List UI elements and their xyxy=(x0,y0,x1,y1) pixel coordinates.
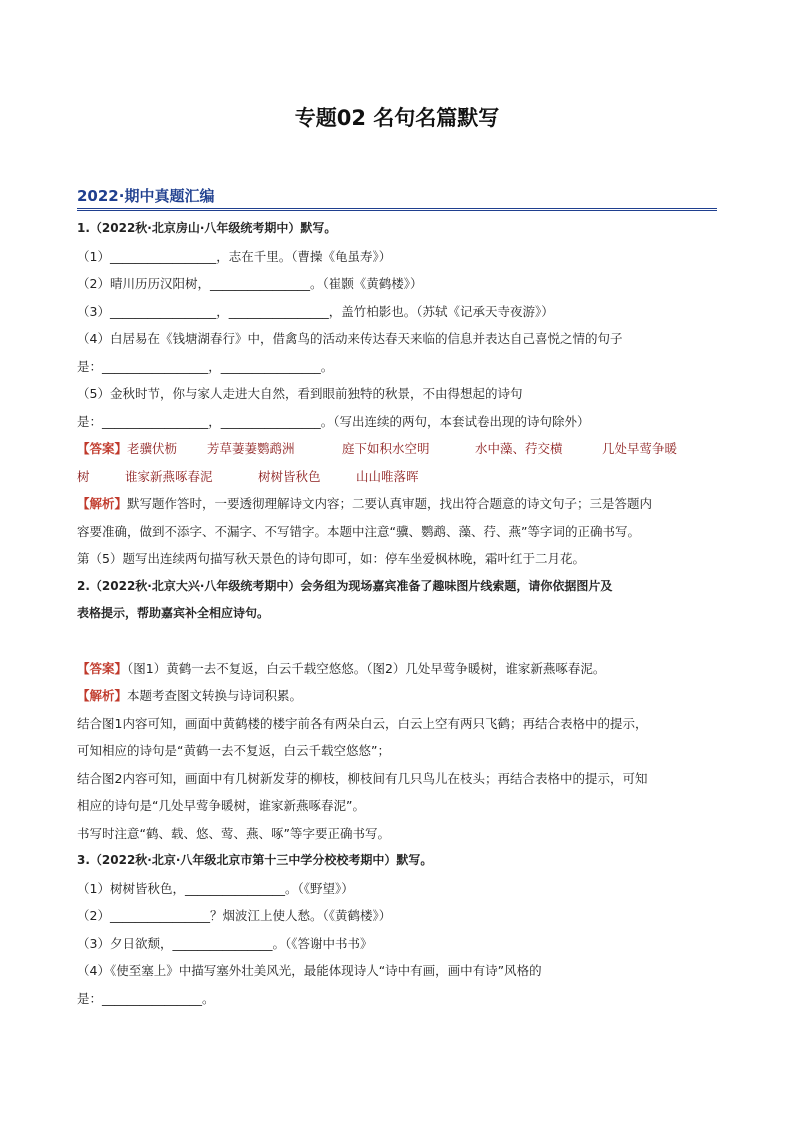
question-1-analysis xyxy=(77,490,719,518)
analysis-text: 可知相应的诗句是“黄鹤一去不复返，白云千载空悠悠”； xyxy=(77,743,390,758)
answer-text: （图1）黄鹤一去不复返，白云千载空悠悠。（图2）几处早莺争暖树，谁家新燕啄春泥。 xyxy=(127,660,606,676)
question-1-item: 是：_________________，________________。 xyxy=(77,358,334,374)
section-header: 2022·期中真题汇编 xyxy=(77,185,717,211)
answer-item: 老骥伏枥 xyxy=(127,441,178,456)
analysis-text: 容要准确，做到不添字、不漏字、不写错字。本题中注意“骥、鹦鹉、藻、荇、燕”等字词的正确书写。 xyxy=(77,523,640,539)
question-3-item: （3）夕日欲颓，________________。（《答谢中书书》 xyxy=(77,935,373,951)
question-2-head: 2.（2022秋·北京大兴·八年级统考期中）会务组为现场嘉宾准备了趣味图片线索题，请你依据图片及 xyxy=(77,578,613,593)
page-title: 专题02 名句名篇默写 xyxy=(294,106,500,130)
answer-item: 水中藻、荇交横 xyxy=(475,441,563,456)
answer-item: 树树皆秋色 xyxy=(258,468,321,484)
question-1-item: 是：_________________，________________。（写出连续的两句，本套试卷出现的诗句除外） xyxy=(77,413,590,429)
answer-item: 山山唯落晖 xyxy=(356,468,419,484)
question-3-item: 是：________________。 xyxy=(77,990,215,1006)
analysis-text: 第（5）题写出连续两句描写秋天景色的诗句即可，如：停车坐爱枫林晚，霜叶红于二月花。 xyxy=(77,551,585,566)
question-1-item: （3）_________________，________________，盖竹柏影也。（苏轼《记承天寺夜游》） xyxy=(77,303,554,319)
answer-item: 芳草萋萋鹦鹉洲 xyxy=(207,441,295,456)
image-placeholder-gap xyxy=(77,628,719,655)
question-2-analysis xyxy=(77,682,719,710)
question-1-head: 1.（2022秋·北京房山·八年级统考期中）默写。 xyxy=(77,221,337,235)
document-body xyxy=(77,215,719,1012)
question-3-item: （4）《使至塞上》中描写塞外壮美风光，最能体现诗人“诗中有画，画中有诗”风格的 xyxy=(77,963,542,978)
answer-item: 树 xyxy=(77,468,90,484)
question-1-answer-cont xyxy=(77,463,719,491)
analysis-text: 本题考查图文转换与诗词积累。 xyxy=(127,688,303,703)
analysis-text: 相应的诗句是“几处早莺争暖树，谁家新燕啄春泥”。 xyxy=(77,798,365,813)
answer-item: 庭下如积水空明 xyxy=(342,441,430,456)
question-3-item: （2）________________？烟波江上使人愁。（《黄鹤楼》） xyxy=(77,908,392,923)
analysis-text: 书写时注意“鹤、载、悠、莺、燕、啄”等字要正确书写。 xyxy=(77,825,390,841)
question-1-answer xyxy=(77,435,719,463)
analysis-text: 结合图1内容可知，画面中黄鹤楼的楼宇前各有两朵白云，白云上空有两只飞鹤；再结合表格中的提示， xyxy=(77,715,648,731)
question-1-item: （4）白居易在《钱塘湖春行》中，借禽鸟的活动来传达春天来临的信息并表达自己喜悦之情的句子 xyxy=(77,331,623,346)
question-2-answer xyxy=(77,655,719,683)
analysis-text: 结合图2内容可知，画面中有几树新发芽的柳枝，柳枝间有几只鸟儿在枝头；再结合表格中的提示，可知 xyxy=(77,770,648,786)
question-1-item: （2）晴川历历汉阳树，________________。（崔颢《黄鹤楼》） xyxy=(77,276,423,291)
answer-item: 谁家新燕啄春泥 xyxy=(125,468,213,484)
question-3-head: 3.（2022秋·北京·八年级北京市第十三中学分校校考期中）默写。 xyxy=(77,853,433,867)
analysis-label: 【解析】 xyxy=(77,688,128,703)
question-3-item: （1）树树皆秋色，________________。（《野望》） xyxy=(77,880,354,896)
answer-label: 【答案】 xyxy=(77,441,128,456)
question-1-item: （5）金秋时节，你与家人走进大自然，看到眼前独特的秋景，不由得想起的诗句 xyxy=(77,386,523,401)
analysis-label: 【解析】 xyxy=(77,496,128,511)
answer-label: 【答案】 xyxy=(77,660,128,676)
answer-item: 几处早莺争暖 xyxy=(602,441,678,456)
question-1-item: （1）_________________，志在千里。（曹操《龟虽寿》） xyxy=(77,248,392,264)
analysis-text: 默写题作答时，一要透彻理解诗文内容；二要认真审题，找出符合题意的诗文句子；三是答题内 xyxy=(127,496,653,511)
question-2-head-cont: 表格提示，帮助嘉宾补全相应诗句。 xyxy=(77,606,270,620)
